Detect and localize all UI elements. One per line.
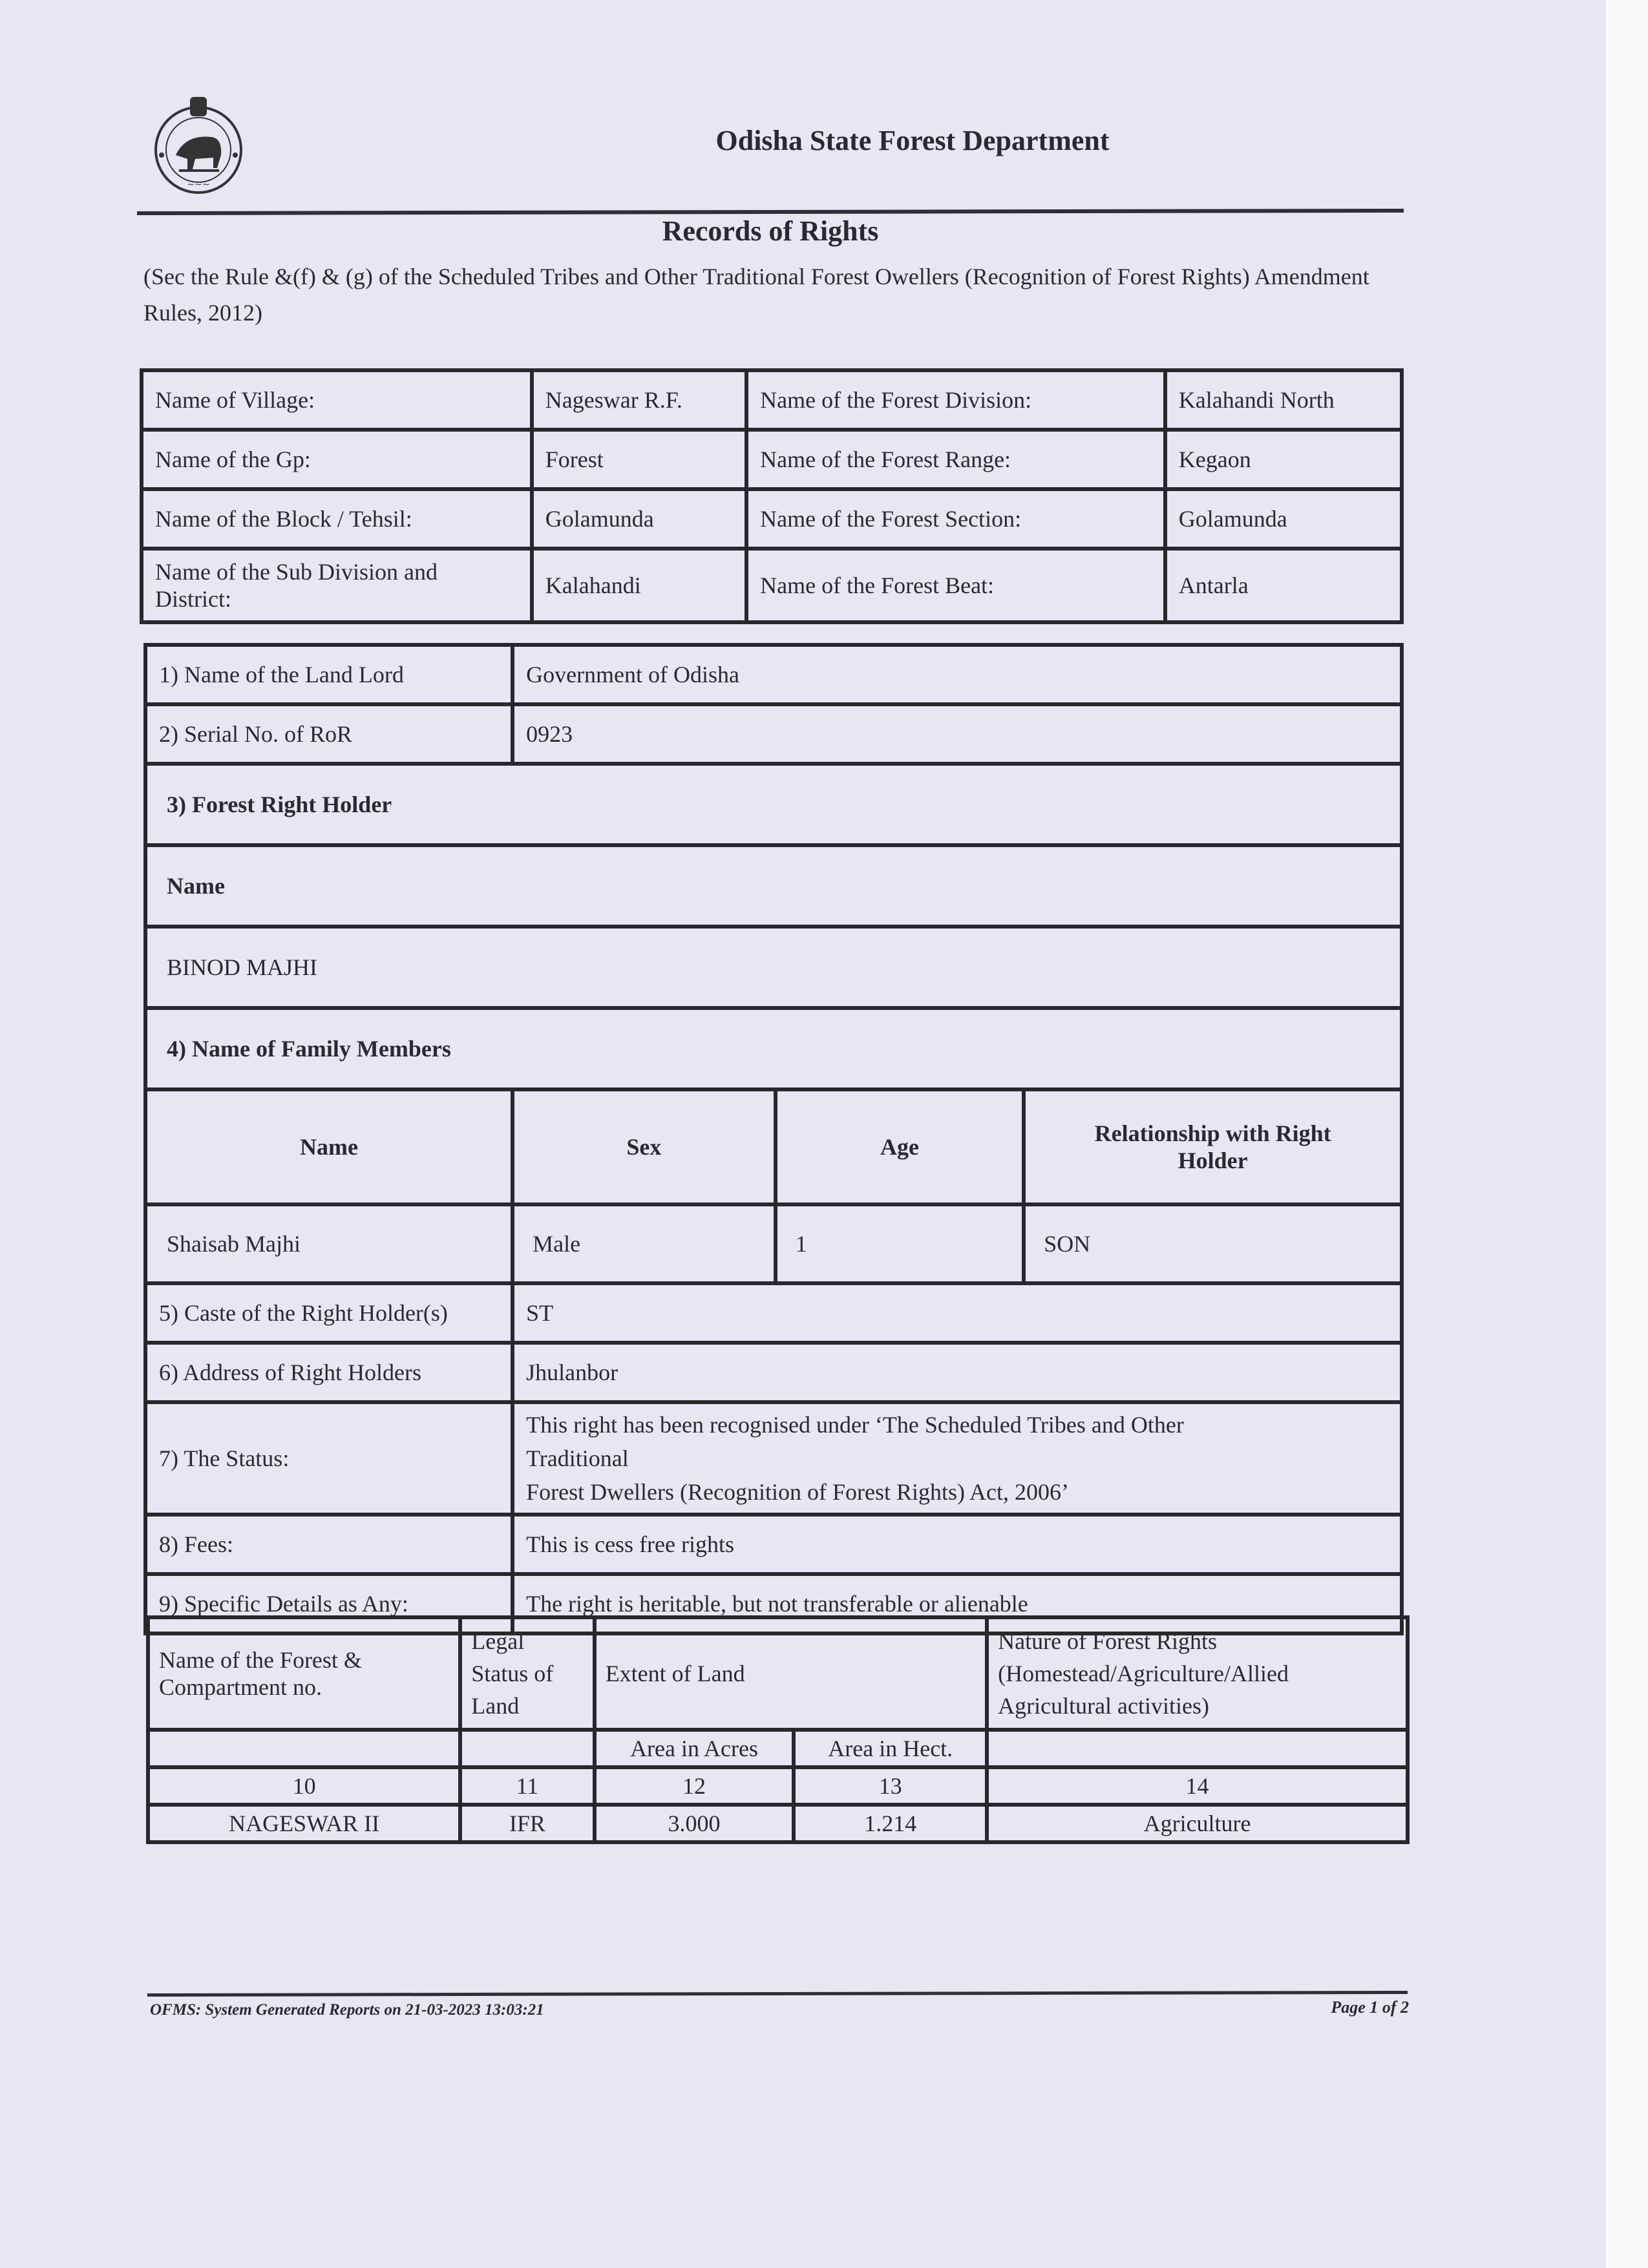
table-row <box>142 549 1402 622</box>
fees-label: 8) Fees: <box>145 1515 512 1574</box>
forest-division-label: Name of the Forest Division: <box>746 370 1165 430</box>
specific-details-label: 9) Specific Details as Any: <box>145 1574 512 1633</box>
land-header-row <box>148 1617 1408 1730</box>
forest-beat-value: Antarla <box>1165 549 1402 622</box>
status-value <box>512 1402 1402 1515</box>
table-row <box>145 927 1402 1008</box>
col-number: 11 <box>460 1767 594 1805</box>
table-row <box>145 1283 1402 1343</box>
family-heading: 4) Name of Family Members <box>145 1008 1402 1089</box>
land-table <box>146 1615 1410 1844</box>
forest-division-value: Kalahandi North <box>1165 370 1402 430</box>
svg-text:~~~: ~~~ <box>187 180 210 190</box>
page-number: Page 1 of 2 <box>1331 1998 1409 2017</box>
village-value: Nageswar R.F. <box>532 370 746 430</box>
right-holder-name-label: Name <box>145 845 1402 927</box>
table-row <box>142 489 1402 549</box>
block-value: Golamunda <box>532 489 746 549</box>
empty-cell <box>987 1730 1408 1767</box>
status-line-2: Traditional <box>526 1445 629 1471</box>
table-row <box>145 1008 1402 1089</box>
forest-compartment: NAGESWAR II <box>148 1805 460 1842</box>
table-row <box>145 645 1402 704</box>
land-row <box>148 1805 1408 1842</box>
subdivision-label: Name of the Sub Division and District: <box>142 549 532 622</box>
family-member-row <box>145 1204 1402 1283</box>
family-col-age: Age <box>776 1089 1024 1204</box>
table-row <box>145 1402 1402 1515</box>
family-col-name: Name <box>145 1089 512 1204</box>
generated-timestamp: OFMS: System Generated Reports on 21-03-2023 13:03:21 <box>150 2001 544 2019</box>
member-age: 1 <box>776 1204 1024 1283</box>
col-extent-of-land: Extent of Land <box>595 1617 987 1730</box>
table-row <box>145 1515 1402 1574</box>
right-holder-heading: 3) Forest Right Holder <box>145 764 1402 845</box>
col-number: 13 <box>794 1767 987 1805</box>
empty-cell <box>460 1730 594 1767</box>
address-label: 6) Address of Right Holders <box>145 1343 512 1402</box>
gp-label: Name of the Gp: <box>142 430 532 489</box>
right-holder-name: BINOD MAJHI <box>145 927 1402 1008</box>
forest-range-label: Name of the Forest Range: <box>746 430 1165 489</box>
village-label: Name of Village: <box>142 370 532 430</box>
document-title: Records of Rights <box>662 215 879 247</box>
department-title: Odisha State Forest Department <box>715 125 1110 156</box>
land-lord-value: Government of Odisha <box>512 645 1402 704</box>
record-table <box>143 643 1404 1635</box>
family-col-sex: Sex <box>512 1089 776 1204</box>
status-line-3: Forest Dwellers (Recognition of Forest Rights) Act, 2006’ <box>526 1479 1069 1505</box>
col-area-acres: Area in Acres <box>595 1730 794 1767</box>
status-label: 7) The Status: <box>145 1402 512 1515</box>
col-area-hect: Area in Hect. <box>794 1730 987 1767</box>
area-hect: 1.214 <box>794 1805 987 1842</box>
rule-reference: (Sec the Rule &(f) & (g) of the Scheduled Tribes and Other Traditional Forest Owellers (Recognition of Forest Rights) Amendment Rules, 2012) <box>143 264 1369 326</box>
area-acres: 3.000 <box>595 1805 794 1842</box>
table-row <box>145 764 1402 845</box>
forest-beat-label: Name of the Forest Beat: <box>746 549 1165 622</box>
status-line-1: This right has been recognised under ‘The Scheduled Tribes and Other <box>526 1412 1184 1438</box>
col-number: 10 <box>148 1767 460 1805</box>
serial-no-value: 0923 <box>512 704 1402 764</box>
serial-no-label: 2) Serial No. of RoR <box>145 704 512 764</box>
col-number: 14 <box>987 1767 1408 1805</box>
table-row <box>142 430 1402 489</box>
col-forest-name: Name of the Forest & Compartment no. <box>148 1617 460 1730</box>
col-number: 12 <box>595 1767 794 1805</box>
member-relationship: SON <box>1024 1204 1402 1283</box>
table-row <box>145 1343 1402 1402</box>
land-lord-label: 1) Name of the Land Lord <box>145 645 512 704</box>
forest-section-label: Name of the Forest Section: <box>746 489 1165 549</box>
address-value: Jhulanbor <box>512 1343 1402 1402</box>
table-row <box>145 845 1402 927</box>
caste-value: ST <box>512 1283 1402 1343</box>
member-name: Shaisab Majhi <box>145 1204 512 1283</box>
table-row <box>145 704 1402 764</box>
family-col-relationship: Relationship with Right Holder <box>1024 1089 1402 1204</box>
forest-section-value: Golamunda <box>1165 489 1402 549</box>
legal-status: IFR <box>460 1805 594 1842</box>
col-nature-of-rights: Nature of Forest Rights (Homestead/Agriculture/Allied Agricultural activities) <box>987 1617 1408 1730</box>
block-label: Name of the Block / Tehsil: <box>142 489 532 549</box>
specific-details-value: The right is heritable, but not transferable or alienable <box>512 1574 1402 1633</box>
caste-label: 5) Caste of the Right Holder(s) <box>145 1283 512 1343</box>
forest-range-value: Kegaon <box>1165 430 1402 489</box>
table-row <box>142 370 1402 430</box>
nature-of-rights: Agriculture <box>987 1805 1408 1842</box>
empty-cell <box>148 1730 460 1767</box>
family-header-row <box>145 1089 1402 1204</box>
subdivision-value: Kalahandi <box>532 549 746 622</box>
land-number-row <box>148 1767 1408 1805</box>
member-sex: Male <box>512 1204 776 1283</box>
fees-value: This is cess free rights <box>512 1515 1402 1574</box>
col-legal-status: Legal Status of Land <box>460 1617 594 1730</box>
land-subheader-row <box>148 1730 1408 1767</box>
gp-value: Forest <box>532 430 746 489</box>
location-table <box>140 368 1404 624</box>
